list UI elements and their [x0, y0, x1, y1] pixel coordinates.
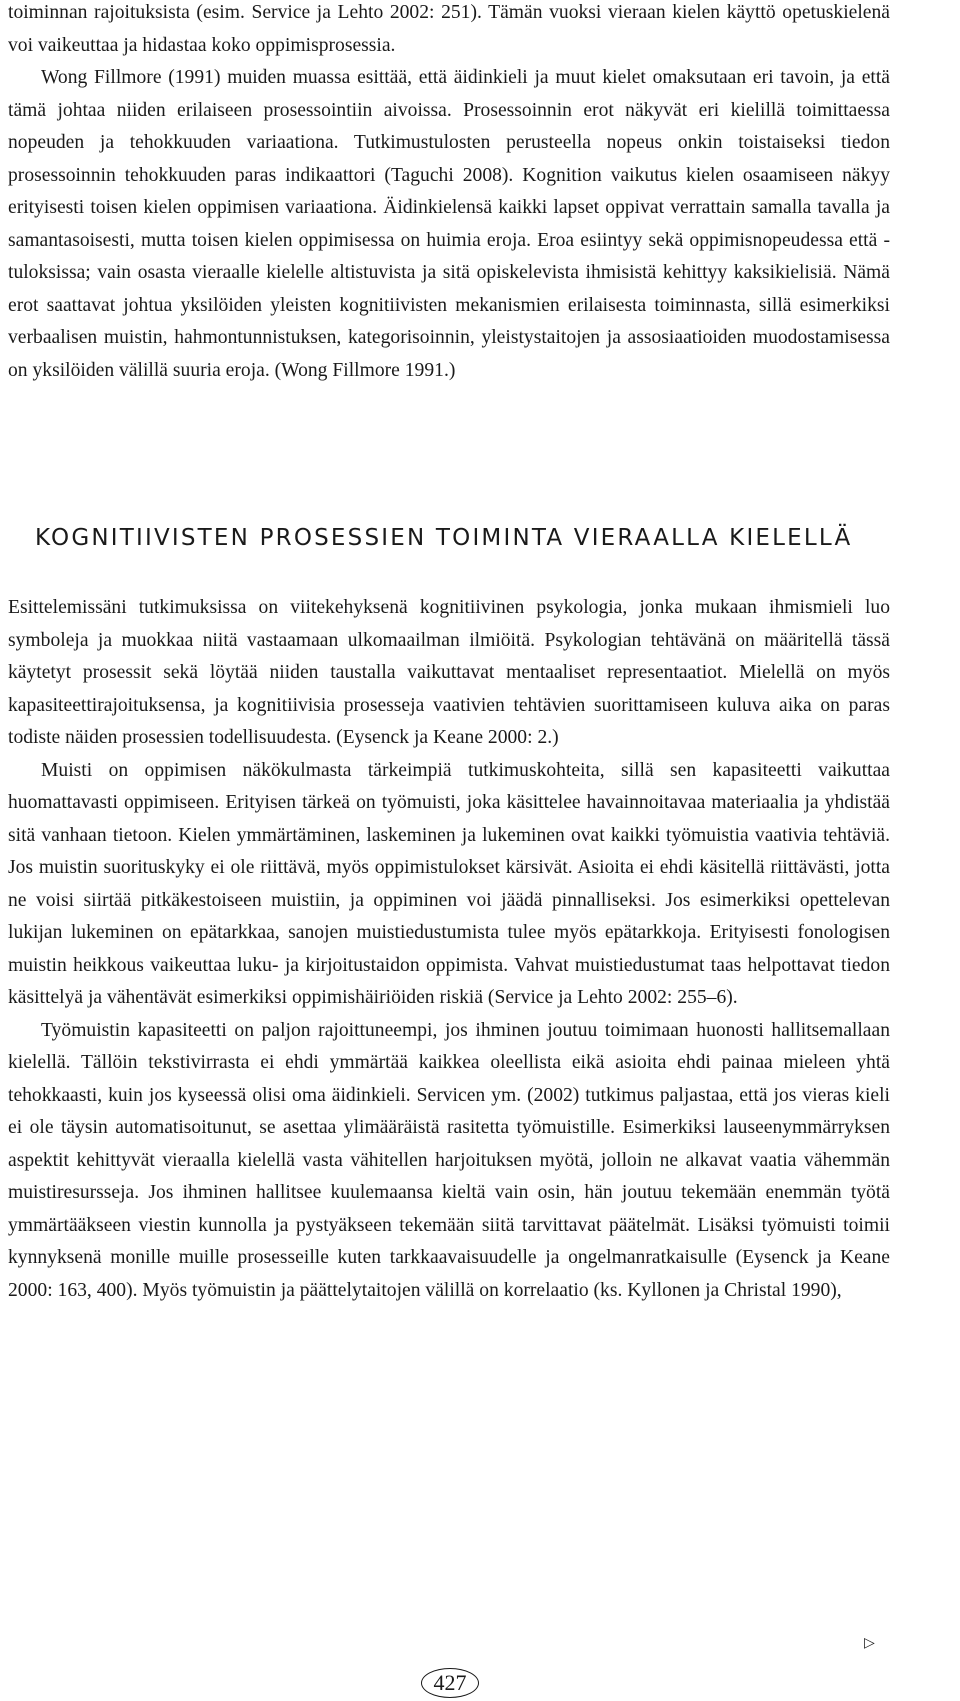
continue-arrow-icon: ▷: [864, 1635, 875, 1651]
paragraph-wong-fillmore: Wong Fillmore (1991) muiden muassa esittää, että äidinkieli ja muut kielet omaksutaan eri tavoin, ja että tämä johtaa niiden erilaiseen prosessointiin aivoissa. Prosessoinnin erot näkyvät eri kielillä toimittaessa nopeuden ja tehokkuuden variaationa. Tutkimustulosten perusteella nopeus onkin toistaiseksi tiedon prosessoinnin tehokkuuden paras indikaattori (Taguchi 2008). Kognition vaikutus kielen osaamiseen näkyy erityisesti toisen kielen oppimisen variaationa. Äidinkielensä kaikki lapset oppivat verrattain samalla tavalla ja samantasoisesti, mutta toisen kielen oppimisessa on huimia eroja. Eroa esiintyy sekä oppimisnopeudessa että -tuloksissa; vain osasta vieraalle kielelle altistuvista ja sitä opiskelevista ihmisistä kehittyy kaksikielisiä. Nämä erot saattavat johtua yksilöiden yleisten kognitiivisten mekanismien erilaisesta toiminnasta, sillä esimerkiksi verbaalisen muistin, hahmontunnistuksen, kategorisoinnin, yleistystaitojen ja assosiaatioiden muodostamisessa on yksilöiden välillä suuria eroja. (Wong Fillmore 1991.): [8, 67, 890, 381]
section-heading: KOGNITIIVISTEN PROSESSIEN TOIMINTA VIERAALLA KIELELLÄ: [35, 525, 853, 551]
paragraph-working-memory: Työmuistin kapasiteetti on paljon rajoittuneempi, jos ihminen joutuu toimimaan huonosti hallitsemallaan kielellä. Tällöin tekstivirrasta ei ehdi ymmärtää kaikkea oleellista eikä asioita ehdi painaa mieleen yhtä tehokkaasti, kuin jos kyseessä olisi oma äidinkieli. Servicen ym. (2002) tutkimus paljastaa, että jos vieras kieli ei ole täysin automatisoitunut, se asettaa ylimääräistä rasitetta työmuistille. Esimerkiksi lauseenymmärryksen aspektit kehittyvät vieraalla kielellä vasta vähitellen harjoituksen myötä, jolloin ne alkavat vaatia vähemmän muistiresursseja. Jos ihminen hallitsee kuulemaansa kieltä vain osin, hän joutuu tekemään enemmän työtä ymmärtääkseen viestin kunnolla ja pystyäkseen tekemään siitä tarvittavat päätelmät. Lisäksi työmuisti toimii kynnyksenä monille muille prosesseille kuten tarkkaavaisuudelle ja ongelmanratkaisulle (Eysenck ja Keane 2000: 163, 400). Myös työmuistin ja päättelytaitojen välillä on korrelaatio (ks. Kyllonen ja Christal 1990),: [8, 1019, 890, 1301]
intro-text-block: [8, 0, 890, 387]
page-number-badge: 427: [421, 1668, 479, 1698]
section-body: [8, 592, 890, 1307]
paragraph-intro-continued: toiminnan rajoituksista (esim. Service ja Lehto 2002: 251). Tämän vuoksi vieraan kielen käyttö opetuskielenä voi vaikeuttaa ja hidastaa koko oppimisprosessia.: [8, 2, 890, 56]
paragraph-cognitive-psychology: Esittelemissäni tutkimuksissa on viitekehyksenä kognitiivinen psykologia, jonka mukaan ihmismieli luo symboleja ja muokkaa niitä vastaamaan ulkomaailman ilmiöitä. Psykologian tehtävänä on määritellä tässä käytetyt prosessit sekä löytää niiden taustalla vaikuttavat mentaaliset representaatiot. Mielellä on myös kapasiteettirajoituksensa, ja kognitiivisia prosesseja vaativien tehtävien suorittamiseen kuluva aika on paras todiste näiden prosessien todellisuudesta. (Eysenck ja Keane 2000: 2.): [8, 597, 890, 748]
paragraph-memory: Muisti on oppimisen näkökulmasta tärkeimpiä tutkimuskohteita, sillä sen kapasiteetti vaikuttaa huomattavasti oppimiseen. Erityisen tärkeä on työmuisti, joka käsittelee havainnoitavaa materiaalia ja yhdistää sitä vanhaan tietoon. Kielen ymmärtäminen, laskeminen ja lukeminen ovat kaikki työmuistia vaativia tehtäviä. Jos muistin suorituskyky ei ole riittävä, myös oppimistulokset kärsivät. Asioita ei ehdi käsitellä riittävästi, jotta ne voisi siirtää pitkäkestoiseen muistiin, ja oppiminen voi jäädä pinnalliseksi. Jos esimerkiksi opettelevan lukijan lukeminen on epätarkkaa, sanojen muistiedustumista tulee myös epätarkkoja. Erityisesti fonologisen muistin heikkous vaikeuttaa luku- ja kirjoitustaidon oppimista. Vahvat muistiedustumat taas helpottavat tiedon käsittelyä ja vähentävät esimerkiksi oppimishäiriöiden riskiä (Service ja Lehto 2002: 255–6).: [8, 759, 890, 1008]
